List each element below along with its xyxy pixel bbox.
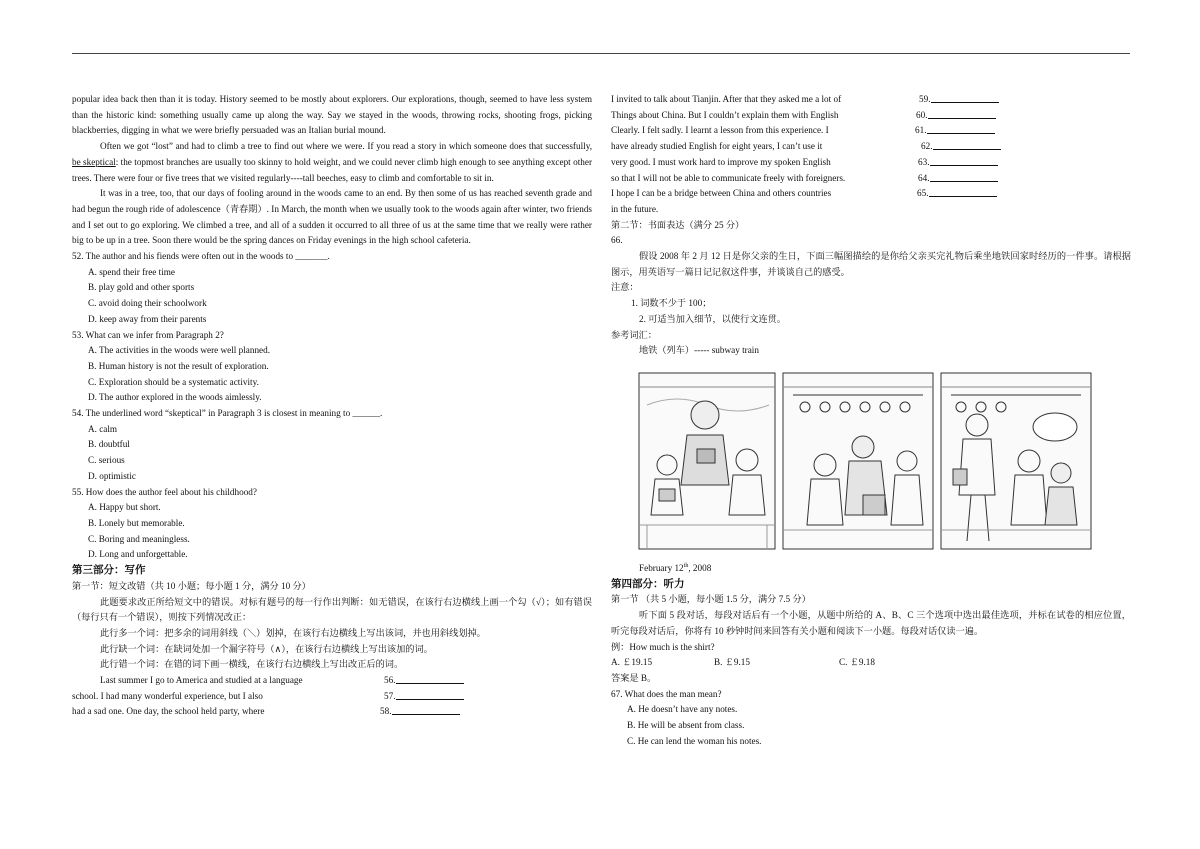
example-option-b: B. ￡9.15 (714, 657, 750, 668)
note-1: 1. 词数不少于 100； (631, 298, 712, 309)
correction-text: had a sad one. One day, the school held party, where (72, 706, 265, 717)
correction-line-61 (611, 123, 1131, 139)
notes-title: 注意： (611, 282, 639, 293)
option-a: A. He doesn’t have any notes. (627, 704, 738, 715)
right-column (611, 92, 1131, 749)
correction-line-57 (72, 689, 592, 705)
option-b: B. Lonely but memorable. (88, 517, 185, 528)
answer-blank[interactable] (930, 171, 998, 182)
option-b: B. He will be absent from class. (627, 720, 745, 731)
question-55 (72, 485, 592, 564)
instruction-extra-word: 此行多一个词：把多余的词用斜线（＼）划掉，在该行右边横线上写出该词，并也用斜线划掉。 (100, 627, 486, 638)
answer-blank[interactable] (930, 155, 998, 166)
option-b: B. play gold and other sports (88, 282, 195, 293)
correction-line-64 (611, 171, 1131, 187)
line-number: 65. (917, 188, 929, 199)
question-stem: 55. How does the author feel about his childhood? (72, 486, 257, 497)
option-c: C. Exploration should be a systematic activity. (88, 376, 259, 387)
part3-title: 第三部分：写作 (72, 564, 146, 577)
correction-text: very good. I must work hard to improve my spoken English (611, 156, 831, 167)
panel-2 (783, 373, 933, 549)
correction-line-59 (611, 92, 1131, 108)
panel-1 (639, 373, 775, 549)
passage-paragraph-2: Often we got “lost” and had to climb a tree to find out where we were. If you read a story in which someone does that successfully, be skeptical: the topmost branches are usually too skinny to hold weight, and we could never climb high enough to see anything except other trees. There were four or five trees that we visited regularly----tall beeches, easy to climb and comfortable to sit in. (72, 141, 592, 183)
correction-text: I hope I can be a bridge between China and others countries (611, 188, 832, 199)
answer-blank[interactable] (929, 186, 997, 197)
option-c: C. serious (88, 455, 125, 466)
left-column (72, 92, 592, 720)
answer-blank[interactable] (396, 689, 464, 700)
correction-line-62 (611, 139, 1131, 155)
correction-line-60 (611, 108, 1131, 124)
listening-instructions: 听下面 5 段对话，每段对话后有一个小题，从题中所给的 A、B、C 三个选项中选出最佳选项，并标在试卷的相应位置，听完每段对话后，你将有 10 秒钟时间来回答有关小题和阅读下一小题。每段对话仅读一遍。 (611, 610, 1131, 636)
line-number: 64. (918, 172, 930, 183)
option-b: B. Human history is not the result of exploration. (88, 360, 269, 371)
vocab-title: 参考词汇： (611, 329, 657, 340)
diary-date: February 12th, 2008 (639, 562, 712, 574)
header-rule (72, 53, 1130, 54)
line-number: 59. (919, 94, 931, 104)
answer-blank[interactable] (396, 673, 464, 684)
example-option-c: C. ￡9.18 (839, 657, 875, 668)
correction-text: Things about China. But I couldn’t explain them with English (611, 109, 839, 120)
option-d: D. optimistic (88, 470, 136, 481)
option-a: A. spend their free time (88, 266, 175, 277)
example-options (611, 655, 1131, 671)
example-option-a: A. ￡19.15 (611, 657, 653, 668)
question-52 (72, 249, 592, 328)
option-c: C. Boring and meaningless. (88, 533, 190, 544)
instruction-main: 此题要求改正所给短文中的错误。对标有题号的每一行作出判断：如无错误，在该行右边横线上画一个勾（√）；如有错误（每行只有一个错误），则按下列情况改正： (72, 596, 592, 623)
writing-prompt: 假设 2008 年 2 月 12 日是你父亲的生日，下面三幅图描绘的是你给父亲买完礼物后乘坐地铁回家时经历的一件事。请根据图示，用英语写一篇日记记叙这件事，并谈谈自己的感受。 (611, 251, 1131, 277)
correction-text: so that I will not be able to communicate freely with foreigners. (611, 172, 846, 183)
panel-3 (941, 373, 1091, 549)
option-c: C. avoid doing their schoolwork (88, 298, 207, 309)
question-54 (72, 406, 592, 485)
underlined-word: be skeptical (72, 156, 116, 167)
correction-text: I invited to talk about Tianjin. After that they asked me a lot of (611, 94, 842, 104)
example-question: 例：How much is the shirt? (611, 641, 715, 652)
passage-paragraph-3: It was in a tree, too, that our days of fooling around in the woods came to an end. By then some of us has reached seventh grade and had begun the rough ride of adolescence（青春期）. In March, the month when we usually took to the woods again after winter, two friends and I set out to go exploring. We climbed a tree, and all of a sudden it occurred to all three of us at the same time that we really were rather big to be up in a tree. Soon there would be the spring dances on Friday evenings in the high school cafeteria. (72, 188, 592, 246)
correction-line-58 (72, 704, 592, 720)
answer-blank[interactable] (928, 108, 996, 119)
correction-text: Clearly. I felt sadly. I learnt a lesson from this experience. I (611, 125, 829, 136)
instruction-missing-word: 此行缺一个词：在缺词处加一个漏字符号（∧），在该行右边横线上写出该加的词。 (100, 643, 433, 654)
line-number: 63. (918, 156, 930, 167)
option-a: A. The activities in the woods were well planned. (88, 345, 271, 356)
option-d: D. keep away from their parents (88, 313, 207, 324)
line-number: 62. (921, 141, 933, 152)
option-a: A. calm (88, 423, 118, 434)
option-d: D. The author explored in the woods aimlessly. (88, 392, 262, 403)
answer-blank[interactable] (931, 92, 999, 103)
part4-title: 第四部分：听力 (611, 577, 685, 590)
correction-line-63 (611, 155, 1131, 171)
listening-section-title: 第一节 （共 5 小题，每小题 1.5 分，满分 7.5 分） (611, 594, 811, 605)
option-d: D. Long and unforgettable. (88, 549, 188, 560)
question-66-number: 66. (611, 235, 623, 246)
example-answer: 答案是 B。 (611, 672, 657, 683)
question-stem: 54. The underlined word “skeptical” in Paragraph 3 is closest in meaning to ______. (72, 408, 383, 419)
subway-illustration (637, 365, 1117, 555)
instruction-wrong-word: 此行错一个词：在错的词下画一横线，在该行右边横线上写出改正后的词。 (100, 659, 404, 670)
correction-text: have already studied English for eight years, I can’t use it (611, 141, 823, 152)
correction-text: Last summer I go to America and studied at a language (100, 675, 303, 686)
note-2: 2. 可适当加入细节，以使行文连贯。 (639, 313, 786, 324)
question-stem: 52. The author and his fiends were often out in the woods to _______. (72, 251, 330, 262)
correction-line-56 (72, 673, 592, 689)
question-53 (72, 328, 592, 407)
correction-last-line: in the future. (611, 203, 659, 214)
question-stem: 53. What can we infer from Paragraph 2? (72, 329, 224, 340)
line-number: 61. (915, 125, 927, 136)
correction-line-65 (611, 186, 1131, 202)
line-number: 57. (384, 690, 396, 701)
line-number: 58. (380, 706, 392, 717)
vocab-item: 地铁（列车）----- subway train (639, 345, 759, 356)
answer-blank[interactable] (392, 704, 460, 715)
answer-blank[interactable] (933, 139, 1001, 150)
question-67-stem: 67. What does the man mean? (611, 688, 722, 699)
section1-title: 第一节：短文改错（共 10 小题；每小题 1 分，满分 10 分） (72, 580, 311, 591)
answer-blank[interactable] (927, 123, 995, 134)
passage-paragraph-1: popular idea back then than it is today. History seemed to be mostly about explorers. Our explorations, though, seemed to have less system than the historic kind: something usually came up along the way. Say we stayed in the woods, throwing rocks, shooting frogs, picking blackberries, digging in what we were briefly persuaded was an Italian burial mound. (72, 94, 592, 136)
option-a: A. Happy but short. (88, 502, 161, 513)
section2-title: 第二节：书面表达（满分 25 分） (611, 219, 745, 230)
correction-text: school. I had many wonderful experience, but I also (72, 690, 263, 701)
option-b: B. doubtful (88, 439, 130, 450)
line-number: 56. (384, 675, 396, 686)
line-number: 60. (916, 109, 928, 120)
option-c: C. He can lend the woman his notes. (627, 735, 762, 746)
